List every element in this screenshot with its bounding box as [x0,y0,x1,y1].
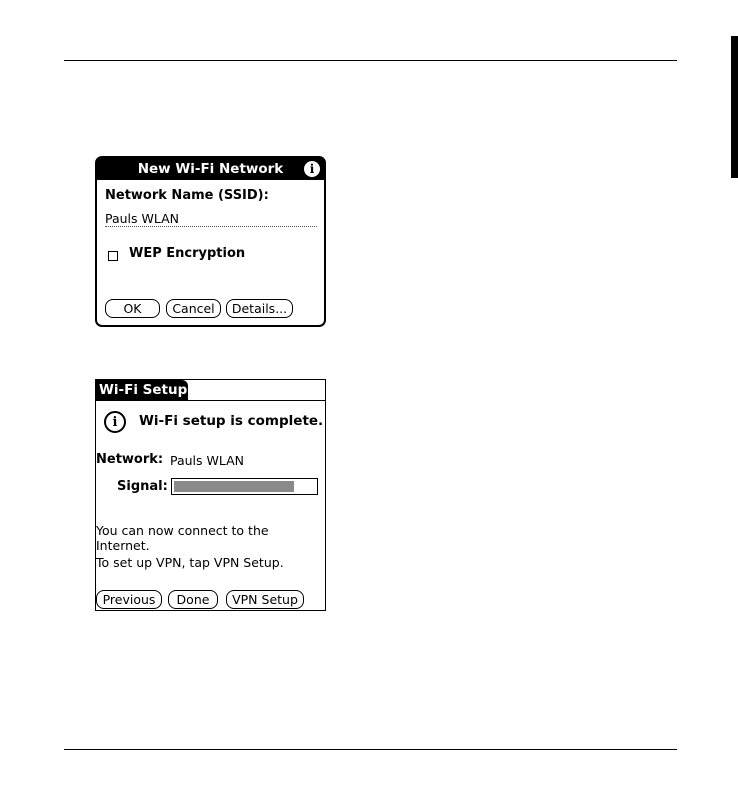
network-value: Pauls WLAN [170,453,245,468]
network-label: Network: [96,452,164,467]
signal-meter-fill [174,481,294,492]
setup-complete-message: Wi-Fi setup is complete. [139,413,324,429]
dialog-title: New Wi-Fi Network [137,161,284,177]
details-button[interactable]: Details... [226,299,293,318]
ok-button[interactable]: OK [105,299,160,318]
page-edge-tab [731,36,738,178]
connect-info-text: You can now connect to the Internet. [96,523,269,553]
done-button[interactable]: Done [168,590,218,609]
top-rule [64,60,677,61]
wep-encryption-checkbox[interactable] [108,251,118,261]
new-wifi-network-dialog [95,156,326,327]
info-icon[interactable]: i [304,161,320,177]
ssid-label: Network Name (SSID): [105,188,269,203]
ssid-field-underline [105,226,317,227]
wep-encryption-label[interactable]: WEP Encryption [129,246,246,261]
wifi-setup-screen [95,379,326,611]
dialog-title-bar [97,158,324,180]
previous-button[interactable]: Previous [96,590,162,609]
info-icon: i [104,411,126,433]
wifi-setup-titlebar [96,380,325,401]
ssid-field[interactable]: Pauls WLAN [105,211,180,226]
cancel-button[interactable]: Cancel [166,299,221,318]
vpn-info-text: To set up VPN, tap VPN Setup. [96,555,284,570]
vpn-setup-button[interactable]: VPN Setup [226,590,304,609]
signal-meter [171,478,318,495]
wifi-setup-title: Wi-Fi Setup [96,380,188,400]
signal-label: Signal: [117,479,168,494]
bottom-rule [64,749,677,750]
